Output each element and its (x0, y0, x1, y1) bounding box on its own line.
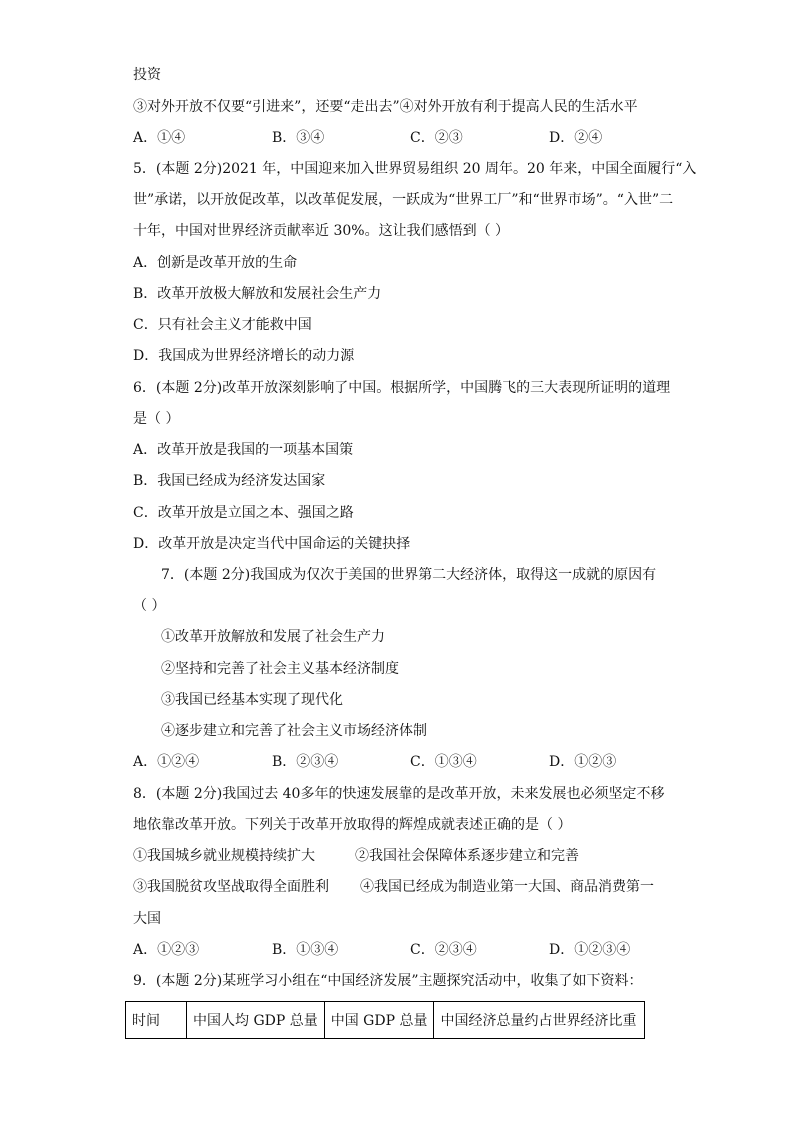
q8-statement-1: ①我国城乡就业规模持续扩大 (133, 848, 315, 864)
q8-statement-4-continued: 大国 (133, 911, 161, 927)
q9-data-table (125, 1001, 645, 1039)
q7-stem-line-2: （ ） (133, 598, 166, 614)
table-header-cell: 时间 (126, 1002, 187, 1039)
q4-option-b[interactable]: B．③④ (272, 130, 325, 146)
q4-option-a[interactable]: A．①④ (133, 130, 186, 146)
q6-stem-line-1: 6．(本题 2分)改革开放深刻影响了中国。根据所学，中国腾飞的三大表现所证明的道理 (133, 380, 671, 396)
q8-statement-4: ④我国已经成为制造业第一大国、商品消费第一 (360, 879, 654, 895)
q8-option-a[interactable]: A．①②③ (133, 942, 200, 958)
q7-stem-line-1: 7．(本题 2分)我国成为仅次于美国的世界第二大经济体，取得这一成就的原因有 (161, 567, 657, 583)
q4-option-c[interactable]: C．②③ (410, 130, 463, 146)
table-header-cell: 中国人均 GDP 总量 (187, 1002, 325, 1039)
q6-option-d[interactable]: D．改革开放是决定当代中国命运的关键抉择 (133, 536, 411, 552)
q5-option-a[interactable]: A．创新是改革开放的生命 (133, 255, 298, 271)
q8-statement-2: ②我国社会保障体系逐步建立和完善 (355, 848, 579, 864)
q5-stem-line-3: 十年，中国对世界经济贡献率近 30%。这让我们感悟到（ ） (133, 223, 510, 239)
q5-stem-line-1: 5．(本题 2分)2021 年，中国迎来加入世界贸易组织 20 周年。20 年来，中国全面履行“入 (133, 161, 697, 177)
q8-option-b[interactable]: B．①③④ (272, 942, 339, 958)
q9-stem-line-1: 9．(本题 2分)某班学习小组在“中国经济发展”主题探究活动中，收集了如下资料： (133, 973, 643, 989)
q8-option-c[interactable]: C．②③④ (410, 942, 477, 958)
table-header-cell: 中国 GDP 总量 (324, 1002, 434, 1039)
q7-option-a[interactable]: A．①②④ (133, 754, 200, 770)
q7-option-c[interactable]: C．①③④ (410, 754, 477, 770)
q7-statement-4: ④逐步建立和完善了社会主义市场经济体制 (161, 723, 427, 739)
q7-statement-1: ①改革开放解放和发展了社会生产力 (161, 629, 385, 645)
q6-option-b[interactable]: B．我国已经成为经济发达国家 (133, 473, 326, 489)
table-header-cell: 中国经济总量约占世界经济比重 (434, 1002, 645, 1039)
q4-option-d[interactable]: D．②④ (549, 130, 603, 146)
q8-option-d[interactable]: D．①②③④ (549, 942, 631, 958)
q6-stem-line-2: 是（ ） (133, 411, 180, 427)
q6-option-a[interactable]: A．改革开放是我国的一项基本国策 (133, 442, 354, 458)
q8-stem-line-1: 8．(本题 2分)我国过去 40多年的快速发展靠的是改革开放，未来发展也必须坚定不移 (133, 786, 665, 802)
q6-option-c[interactable]: C．改革开放是立国之本、强国之路 (133, 505, 354, 521)
q5-stem-line-2: 世”承诺，以开放促改革，以改革促发展，一跃成为“世界工厂”和“世界市场”。“入世”二 (133, 192, 674, 208)
q5-option-d[interactable]: D．我国成为世界经济增长的动力源 (133, 348, 355, 364)
q7-option-b[interactable]: B．②③④ (272, 754, 339, 770)
q7-statement-3: ③我国已经基本实现了现代化 (161, 692, 343, 708)
table-header-row (126, 1002, 645, 1039)
q8-statement-3: ③我国脱贫攻坚战取得全面胜利 (133, 879, 329, 895)
q7-option-d[interactable]: D．①②③ (549, 754, 617, 770)
q8-stem-line-2: 地依靠改革开放。下列关于改革开放取得的辉煌成就表述正确的是（ ） (133, 817, 572, 833)
q4-continuation-line: 投资 (133, 67, 161, 83)
q4-statement-line: ③对外开放不仅要“引进来”，还要“走出去”④对外开放有利于提高人民的生活水平 (133, 99, 638, 115)
q5-option-c[interactable]: C．只有社会主义才能救中国 (133, 317, 312, 333)
q5-option-b[interactable]: B．改革开放极大解放和发展社会生产力 (133, 286, 382, 302)
q7-statement-2: ②坚持和完善了社会主义基本经济制度 (161, 661, 399, 677)
